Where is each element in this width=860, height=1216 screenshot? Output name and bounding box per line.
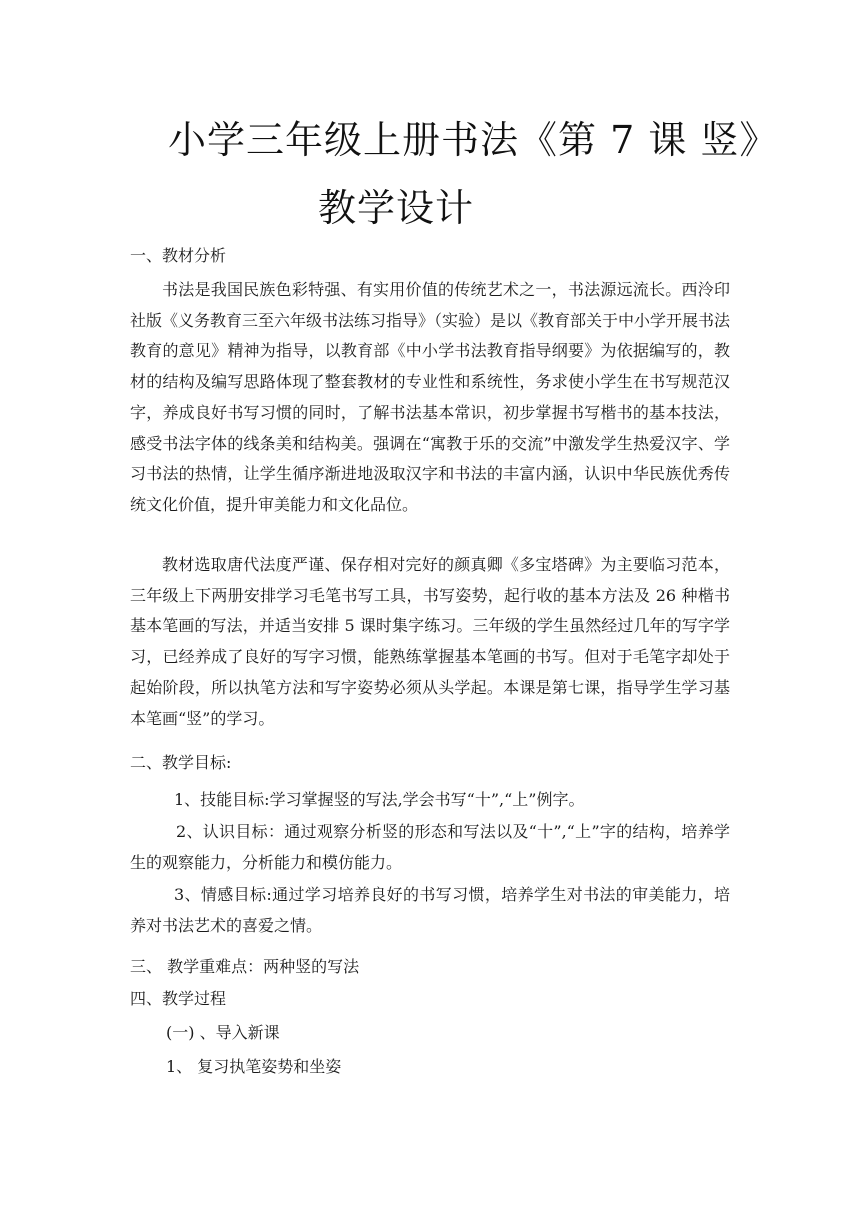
subsection-intro: (一) 、导入新课 [166, 1023, 280, 1042]
goal-skill: 1、技能目标:学习掌握竖的写法,学会书写“十”,“上”例字。 [174, 790, 585, 809]
paragraph-materials-2: 教材选取唐代法度严谨、保存相对完好的颜真卿《多宝塔碑》为主要临习范本，三年级上下两册安排学习毛笔书写工具，书写姿势，起行收的基本方法及 26 种楷书基本笔画的写法，并适当安排 5 课时集字练习。三年级的学生虽然经过几年的写字学习，已经养成了良好的写字习惯，能熟练掌握基本笔画的书写。但对于毛笔字却处于起始阶段，所以执笔方法和写字姿势必须从头学起。本课是第七课，指导学生学习基本笔画“竖”的学习。 [130, 555, 730, 728]
section-heading-key-points: 三、 教学重难点：两种竖的写法 [130, 957, 360, 976]
step-review-posture: 1、 复习执笔姿势和坐姿 [166, 1057, 342, 1076]
goal-emotional: 3、情感目标:通过学习培养良好的书写习惯，培养学生对书法的审美能力，培养对书法艺术的喜爱之情。 [130, 885, 730, 935]
section-heading-materials: 一、教材分析 [130, 246, 227, 265]
section-heading-process: 四、教学过程 [130, 989, 227, 1008]
paragraph-materials-1: 书法是我国民族色彩特强、有实用价值的传统艺术之一，书法源远流长。西泠印社版《义务教育三至六年级书法练习指导》（实验）是以《教育部关于中小学开展书法教育的意见》精神为指导，以教育部《中小学书法教育指导纲要》为依据编写的，教材的结构及编写思路体现了整套教材的专业性和系统性，务求使小学生在书写规范汉字，养成良好书写习惯的同时，了解书法基本常识，初步掌握书写楷书的基本技法，感受书法字体的线条美和结构美。强调在“寓教于乐的交流”中激发学生热爱汉字、学习书法的热情，让学生循序渐进地汲取汉字和书法的丰富内涵，认识中华民族优秀传统文化价值，提升审美能力和文化品位。 [130, 280, 731, 514]
document-title-line-1: 小学三年级上册书法《第 7 课 竖》 [168, 118, 779, 162]
goal-cognitive: 2、认识目标：通过观察分析竖的形态和写法以及“十”,“上”字的结构，培养学生的观察能力，分析能力和模仿能力。 [130, 822, 730, 872]
document-title-line-2: 教学设计 [318, 186, 475, 230]
section-heading-goals: 二、教学目标: [130, 753, 232, 772]
